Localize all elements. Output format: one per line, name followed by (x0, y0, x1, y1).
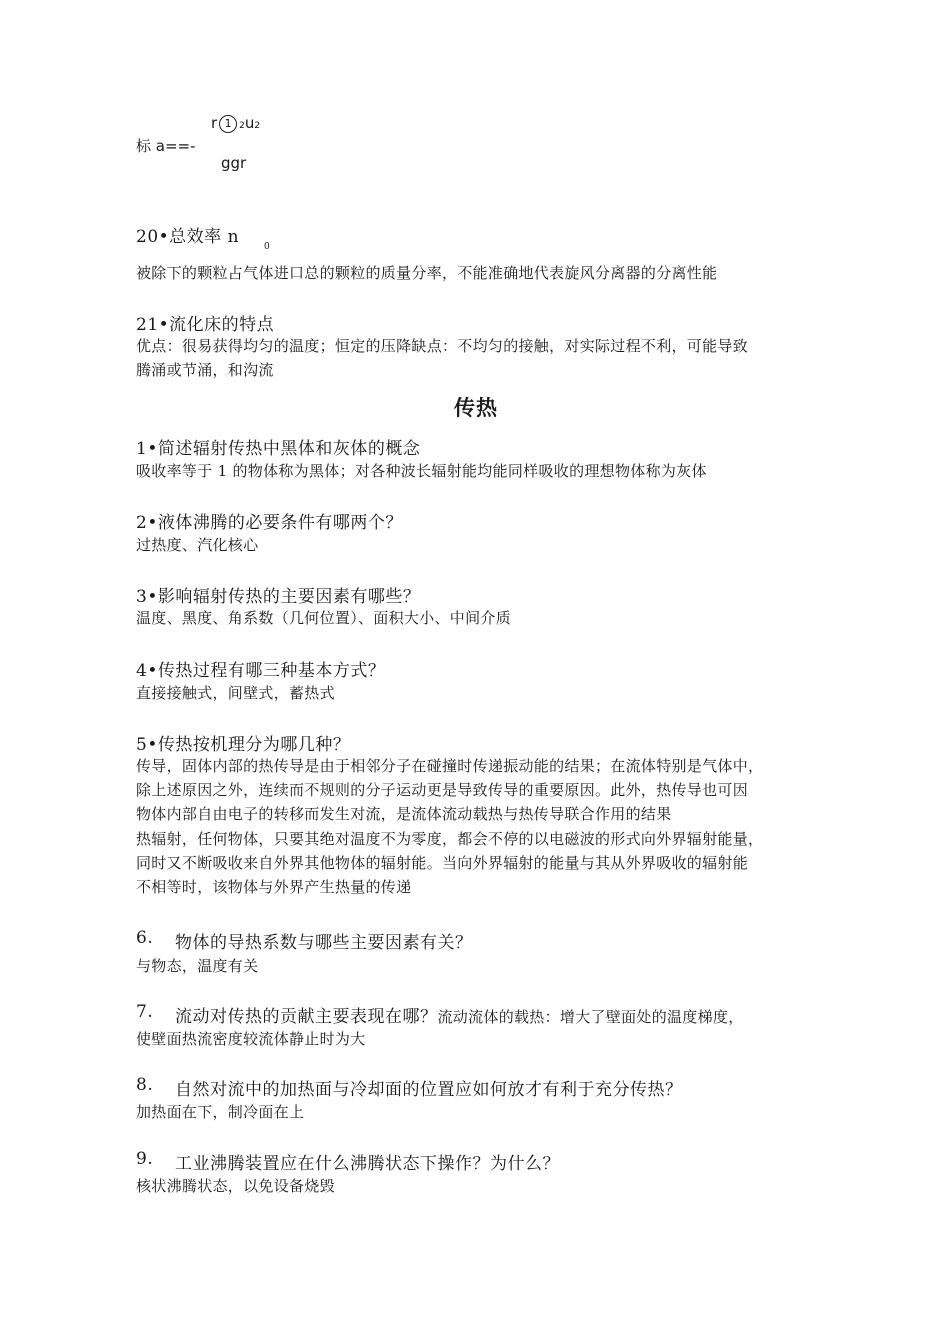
answer-2: 过热度、汽化核心 (136, 536, 259, 554)
question-1: 1•简述辐射传热中黑体和灰体的概念 (136, 439, 421, 459)
question-8-number: 8. (136, 1075, 154, 1095)
answer-5-line-2: 除上述原因之外，连续而不规则的分子运动更是导致传导的重要原因。此外，热传导也可因 (136, 781, 749, 799)
answer-3: 温度、黑度、角系数（几何位置）、面积大小、中间介质 (136, 609, 512, 627)
question-20: 20•总效率 n (136, 227, 240, 247)
answer-21-line-2: 腾涌或节涌，和沟流 (136, 361, 274, 379)
section-heading: 传热 (454, 396, 498, 420)
question-2: 2•液体沸腾的必要条件有哪两个？ (136, 513, 403, 533)
answer-5-line-1: 传导，固体内部的热传导是由于相邻分子在碰撞时传递振动能的结果；在流体特别是气体中， (136, 757, 764, 775)
formula-denominator: ggr (221, 154, 247, 172)
question-20-subscript: 0 (264, 242, 270, 252)
answer-6: 与物态，温度有关 (136, 957, 259, 975)
question-6-number: 6. (136, 928, 154, 948)
question-8: 自然对流中的加热面与冷却面的位置应如何放才有利于充分传热？ (175, 1080, 683, 1100)
question-3: 3•影响辐射传热的主要因素有哪些？ (136, 587, 421, 607)
question-7-number: 7. (136, 1002, 154, 1022)
question-9-number: 9. (136, 1149, 154, 1169)
formula-numerator (211, 114, 260, 133)
answer-5-line-4: 热辐射，任何物体，只要其绝对温度不为零度，都会不停的以电磁波的形式向外界辐射能量， (136, 830, 764, 848)
formula-num-u: u (244, 114, 255, 132)
formula-label: 标 a==- (136, 137, 196, 155)
answer-5-line-6: 不相等时，该物体与外界产生热量的传递 (136, 878, 412, 896)
answer-5-line-3: 物体内部自由电子的转移而发生对流，是流体流动载热与热传导联合作用的结果 (136, 805, 672, 823)
answer-21-line-1: 优点：很易获得均匀的温度；恒定的压降缺点：不均匀的接触，对实际过程不利，可能导致 (136, 337, 749, 355)
answer-7: 使壁面热流密度较流体静止时为大 (136, 1030, 366, 1048)
question-6: 物体的导热系数与哪些主要因素有关？ (175, 933, 473, 953)
answer-1: 吸收率等于 1 的物体称为黑体；对各种波长辐射能均能同样吸收的理想物体称为灰体 (136, 462, 707, 480)
question-5: 5•传热按机理分为哪几种？ (136, 735, 351, 755)
formula-num-sub-b: 2 (254, 121, 261, 131)
answer-20: 被除下的颗粒占气体进口总的颗粒的质量分率，不能准确地代表旋风分离器的分离性能 (136, 264, 718, 282)
answer-7-inline: 流动流体的载热：增大了壁面处的温度梯度， (437, 1008, 744, 1026)
circled-number: 1 (219, 115, 237, 133)
question-7 (175, 1002, 744, 1027)
answer-9: 核状沸腾状态，以免设备烧毁 (136, 1177, 335, 1195)
formula-num-r: r (211, 114, 218, 132)
question-7-text: 流动对传热的贡献主要表现在哪？ (175, 1007, 438, 1027)
answer-5-line-5: 同时又不断吸收来自外界其他物体的辐射能。当向外界辐射的能量与其从外界吸收的辐射能 (136, 854, 749, 872)
formula-num-sub: 2 (239, 121, 245, 131)
answer-4: 直接接触式，间壁式，蓄热式 (136, 684, 335, 702)
question-4: 4•传热过程有哪三种基本方式？ (136, 661, 386, 681)
question-9: 工业沸腾装置应在什么沸腾状态下操作？为什么？ (175, 1154, 560, 1174)
question-21: 21•流化床的特点 (136, 315, 275, 335)
answer-8: 加热面在下，制冷面在上 (136, 1103, 305, 1121)
